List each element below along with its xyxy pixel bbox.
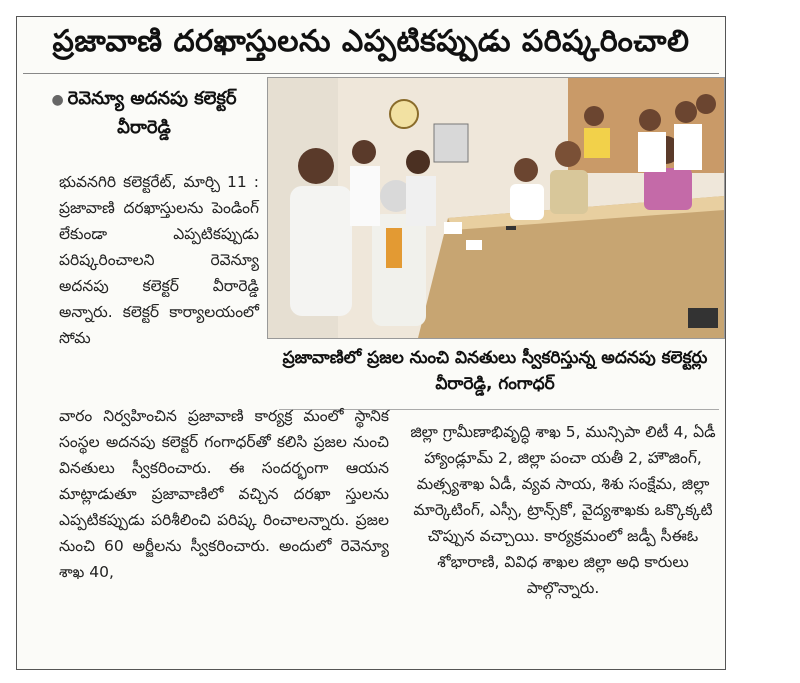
article-body-left-bottom: వారం నిర్వహించిన ప్రజావాణి కార్యక్ర మంలో స్థానిక సంస్థల అదనపు కలెక్టర్ గంగాధర్‌తో కలిసి ప్రజల నుంచి వినతులు స్వీకరించారు. ఈ సందర్భంగా ఆయన మాట్లాడుతూ ప్రజావాణిలో వచ్చిన దరఖా స్తులను ఎప్పటికప్పుడు పరిశీలించి పరిష్క రించాలన్నారు. ప్రజల నుంచి 60 అర్జీలను స్వీకరించారు. అందులో రెవెన్యూ శాఖ 40, bbox=[59, 407, 389, 581]
newspaper-clipping bbox=[16, 16, 726, 670]
bullet-icon: ● bbox=[51, 92, 64, 108]
photo-caption: ప్రజావాణిలో ప్రజల నుంచి వినతులు స్వీకరిస్తున్న అదనపు కలెక్టర్లు వీరారెడ్డి, గంగాధర్ bbox=[282, 348, 708, 394]
article-body-left-top: భువనగిరి కలెక్టరేట్, మార్చి 11 : ప్రజావాణి దరఖాస్తులను పెండింగ్ లేకుండా ఎప్పటికప్పుడు పరిష్కరించాలని రెవెన్యూ అదనపు కలెక్టర్ వీరారెడ్డి అన్నారు. కలెక్టర్ కార్యాలయంలో సోమ bbox=[59, 173, 259, 347]
subheading bbox=[35, 85, 253, 141]
headline: ప్రజావాణి దరఖాస్తులను ఎప్పటికప్పుడు పరిష్కరించాలి bbox=[52, 24, 690, 59]
subheading-text: రెవెన్యూ అదనపు కలెక్టర్ వీరారెడ్డి bbox=[67, 88, 237, 138]
headline-rule bbox=[23, 73, 719, 74]
meeting-photo-illustration bbox=[268, 78, 724, 338]
news-photo bbox=[267, 77, 725, 339]
article-body-right: జిల్లా గ్రామీణాభివృద్ధి శాఖ 5, మున్సిపా లిటీ 4, ఏడీ హ్యాండ్లూమ్ 2, జిల్లా పంచా యతీ 2, హౌజింగ్, మత్స్యశాఖ ఏడీ, వ్యవ సాయ, శిశు సంక్షేమ, జిల్లా మార్కెటింగ్, ఎస్సీ, ట్రాన్స్‌కో, వైద్యశాఖకు ఒక్కొక్కటి చొప్పున వచ్చాయి. కార్యక్రమంలో జడ్పీ సీఈఓ శోభారాణి, వివిధ శాఖల జిల్లా అధి కారులు పాల్గొన్నారు. bbox=[410, 423, 716, 597]
